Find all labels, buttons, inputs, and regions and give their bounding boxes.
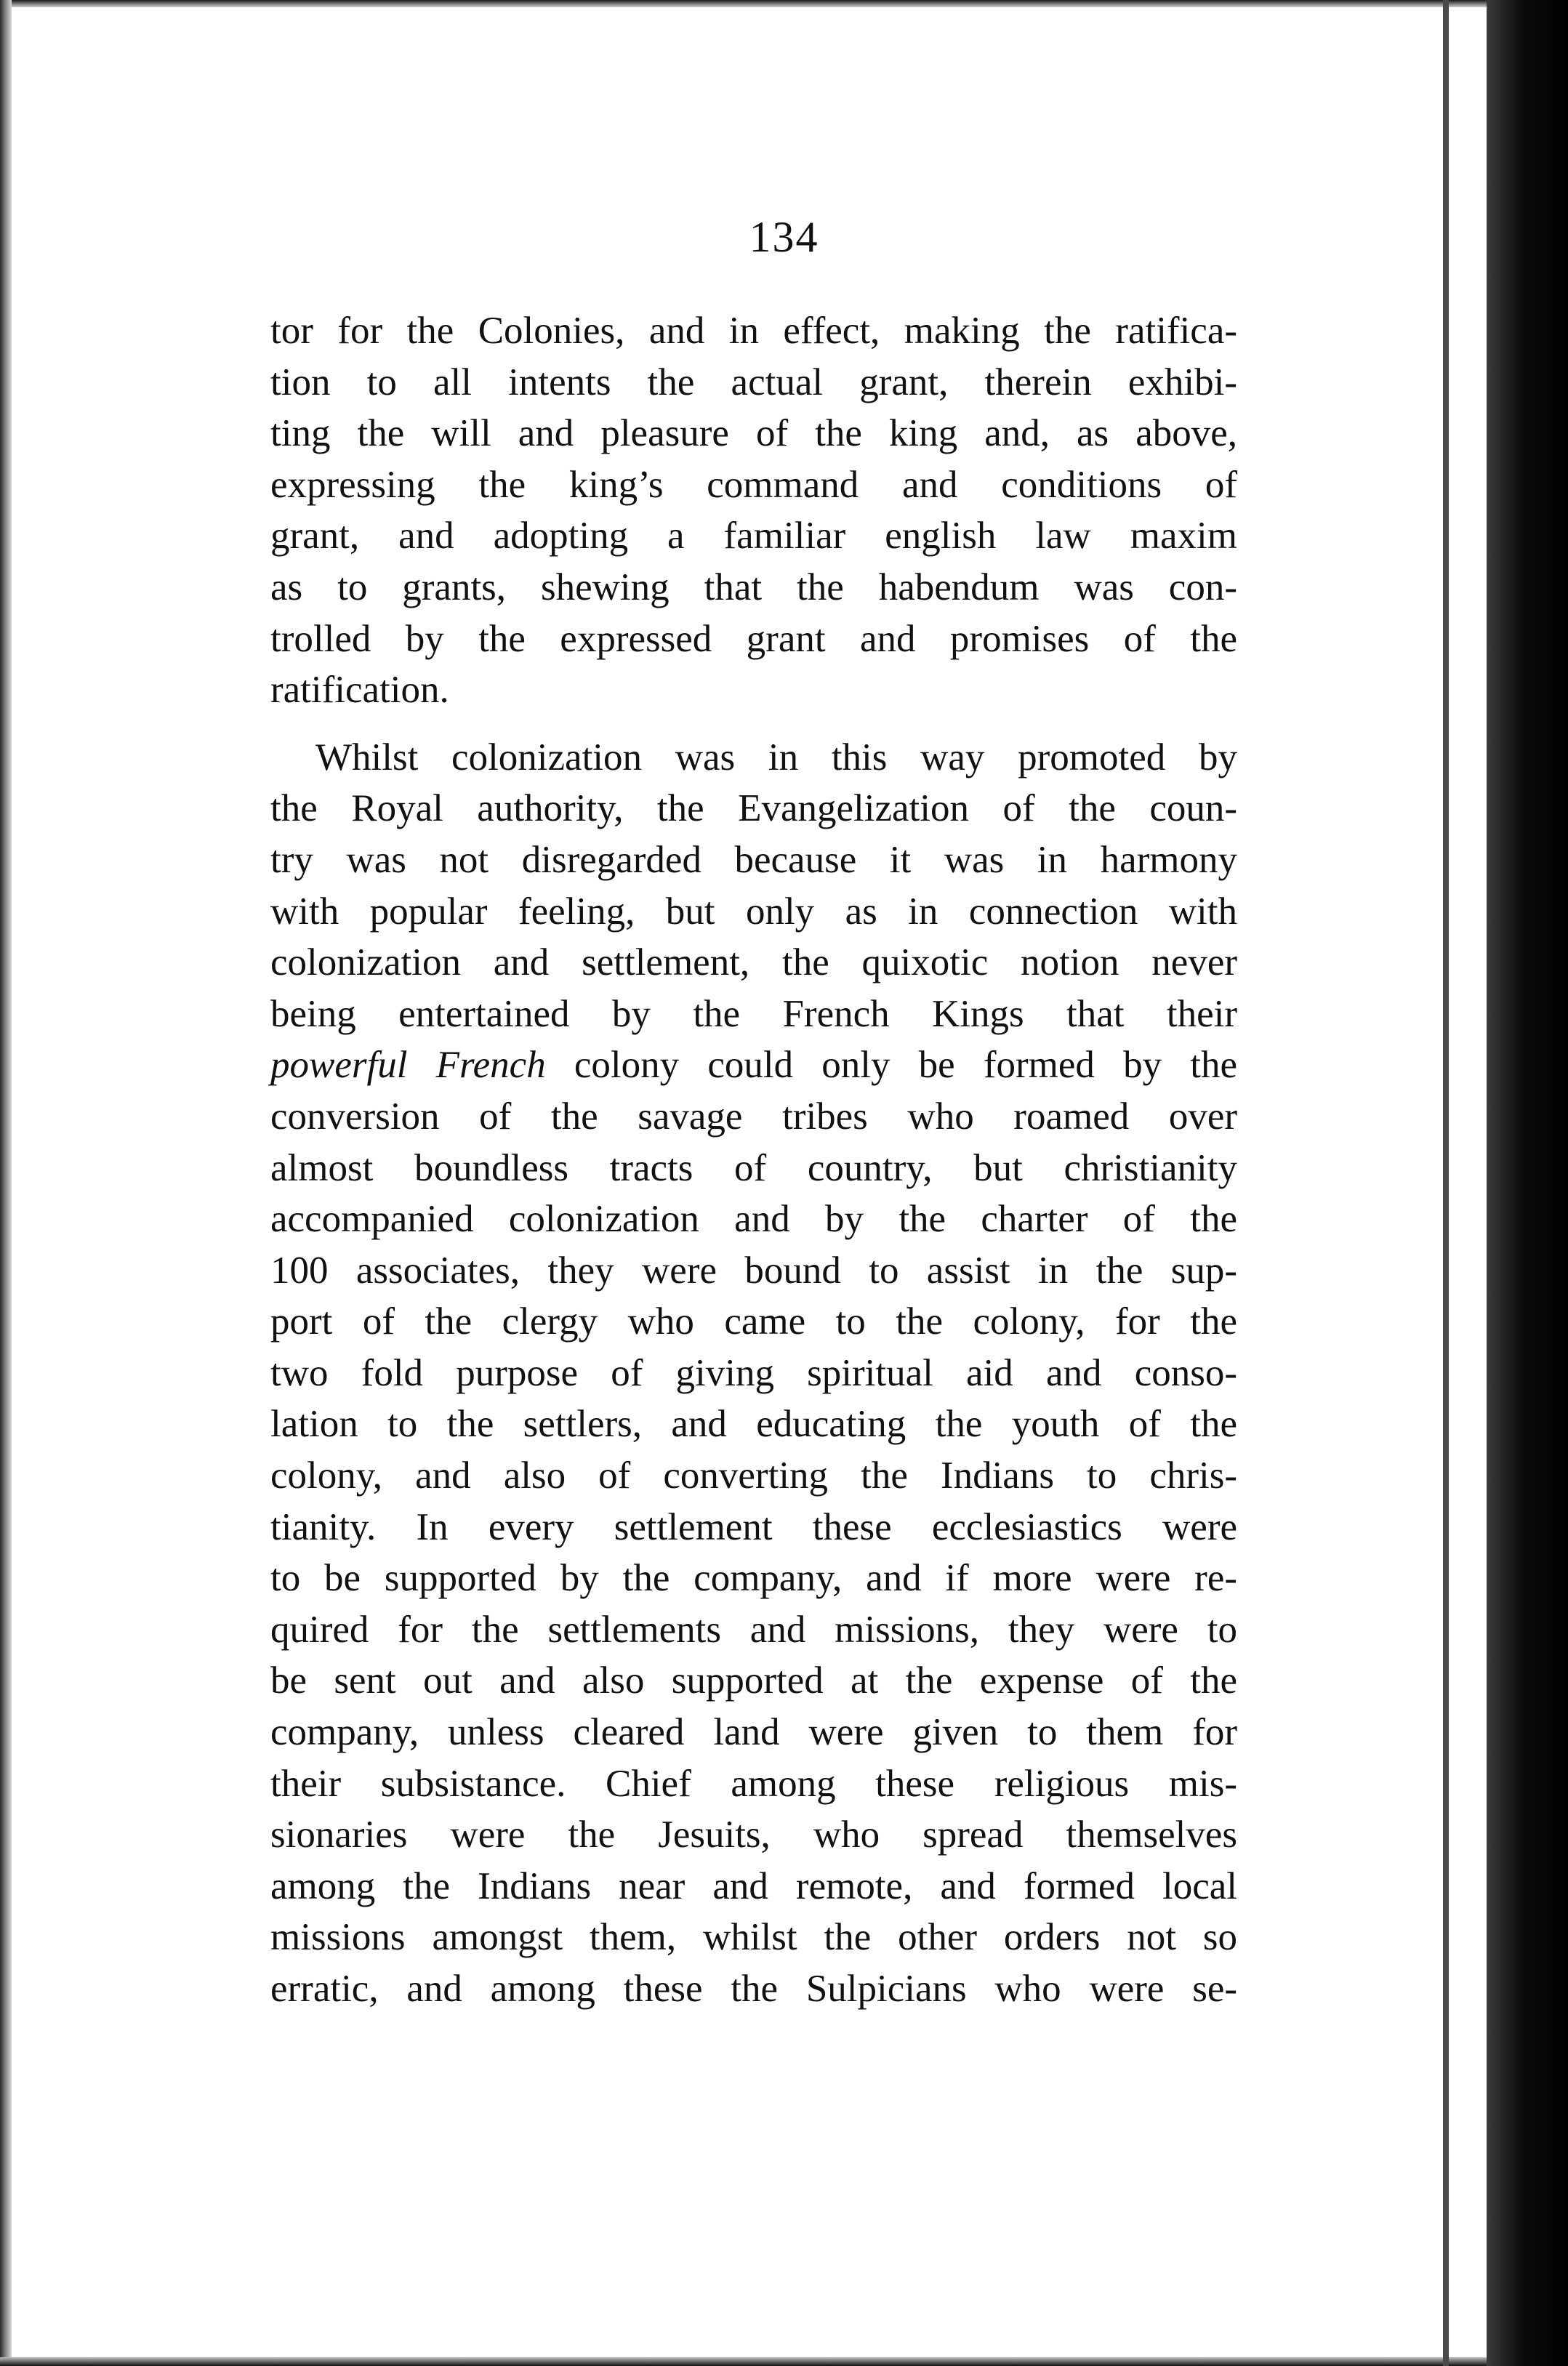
text-line: 100 associates, they were bound to assist in the sup- [270,1249,1237,1292]
text-line: missions amongst them, whilst the other orders not so [270,1916,1237,1959]
text-line: try was not disregarded because it was in harmony [270,838,1237,881]
body-text [270,305,1237,2015]
page-number: 134 [749,213,819,261]
page-border-rule [1443,0,1449,2366]
text-line: colony, and also of converting the Indians to chris- [270,1454,1237,1497]
text-line: accompanied colonization and by the charter of the [270,1198,1237,1241]
text-line: grant, and adopting a familiar english law maxim [270,515,1237,558]
text-line: colonization and settlement, the quixotic notion never [270,941,1237,984]
text-line: with popular feeling, but only as in connection with [270,890,1237,933]
text-line: among the Indians near and remote, and formed local [270,1864,1237,1907]
text-line: almost boundless tracts of country, but christianity [270,1146,1237,1189]
text-line: ting the will and pleasure of the king and, as above, [270,412,1237,455]
text-line: tor for the Colonies, and in effect, making the ratifica- [270,310,1237,352]
text-line: port of the clergy who came to the colony, for the [270,1300,1237,1343]
text-line: to be supported by the company, and if more were re- [270,1557,1237,1600]
text-line: as to grants, shewing that the habendum was con- [270,566,1237,608]
text-line: sionaries were the Jesuits, who spread themselves [270,1814,1237,1856]
text-line: tianity. In every settlement these ecclesiastics were [270,1505,1237,1548]
text-line: quired for the settlements and missions, they were to [270,1608,1237,1651]
scan-bottom-edge [0,2357,1568,2366]
text-line: being entertained by the French Kings that their [270,992,1237,1035]
text-line: the Royal authority, the Evangelization of the coun- [270,787,1237,830]
paragraph-2 [270,732,1237,2015]
scan-top-edge [0,0,1568,7]
text-line-with-italic [270,1039,1237,1091]
text-line: Whilst colonization was in this way promoted by [315,736,1237,778]
text-line: company, unless cleared land were given to them for [270,1711,1237,1754]
scan-left-edge [0,0,12,2366]
text-line: tion to all intents the actual grant, therein exhibi- [270,361,1237,403]
book-spine-edge [1487,0,1568,2366]
paragraph-1 [270,305,1237,716]
text-line: lation to the settlers, and educating the youth of the [270,1403,1237,1446]
text-line: their subsistance. Chief among these religious mis- [270,1762,1237,1805]
text-line: ratification. [270,669,449,712]
italic-phrase: powerful French [270,1044,546,1087]
text-line: conversion of the savage tribes who roamed over [270,1095,1237,1138]
text-line: be sent out and also supported at the expense of the [270,1659,1237,1702]
text-line: erratic, and among these the Sulpicians who were se- [270,1968,1237,2010]
paragraph-gap [270,716,1237,732]
text-line: expressing the king’s command and conditions of [270,463,1237,506]
text-line: trolled by the expressed grant and promises of the [270,617,1237,660]
text-line: two fold purpose of giving spiritual aid and conso- [270,1351,1237,1394]
text-line-rest: colony could only be formed by the [574,1044,1238,1087]
